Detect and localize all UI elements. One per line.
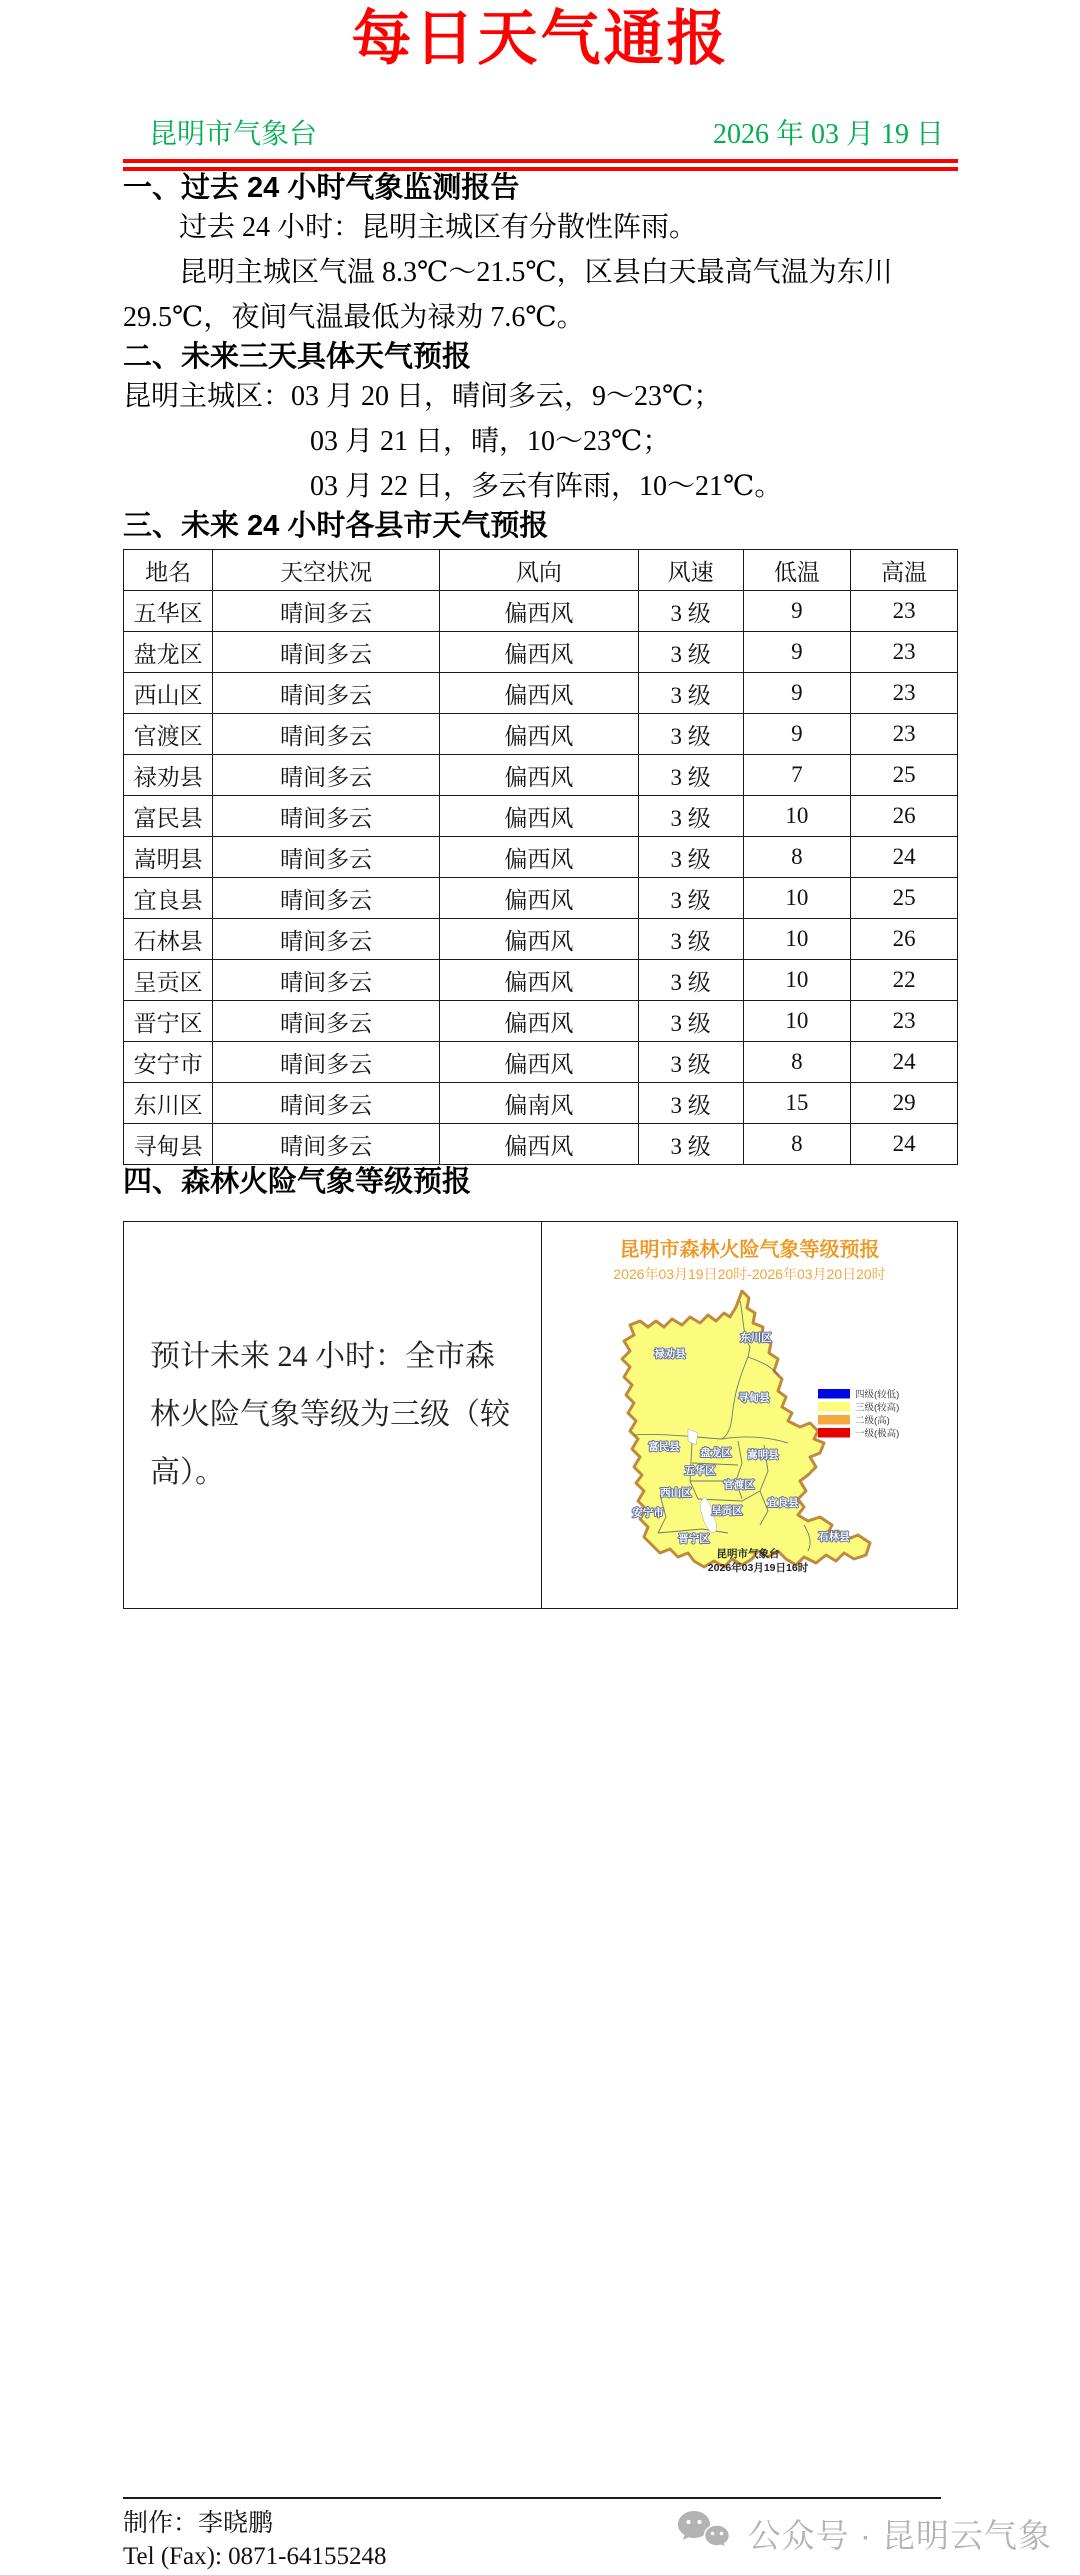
page-title: 每日天气通报: [351, 6, 730, 72]
section-3-heading: 三、未来 24 小时各县市天气预报: [123, 510, 549, 542]
table-row: [124, 673, 958, 714]
table-cell: 3 级: [638, 960, 743, 1001]
table-cell: 宜良县: [124, 878, 213, 919]
table-cell: 呈贡区: [124, 960, 213, 1001]
table-cell: 9: [743, 632, 851, 673]
table-cell: 8: [743, 1042, 851, 1083]
legend-label-level1: 一级(极高): [855, 1428, 900, 1440]
table-cell: 3 级: [638, 755, 743, 796]
table-cell: 24: [851, 1042, 958, 1083]
table-row: [124, 1083, 958, 1124]
wechat-account-name: 公众号 · 昆明云气象: [747, 2516, 1052, 2554]
table-cell: 禄劝县: [124, 755, 213, 796]
table-cell: 23: [851, 714, 958, 755]
table-cell: 24: [851, 1124, 958, 1165]
table-cell: 25: [851, 755, 958, 796]
bulletin-header: [123, 120, 958, 150]
district-label: 富民县: [648, 1441, 680, 1453]
county-forecast-table: [123, 549, 958, 1165]
table-cell: 偏西风: [440, 878, 638, 919]
section-2-heading: 二、未来三天具体天气预报: [123, 341, 472, 373]
table-cell: 10: [743, 878, 851, 919]
table-cell: 石林县: [124, 919, 213, 960]
red-double-divider: [123, 159, 958, 171]
table-cell: 3 级: [638, 1042, 743, 1083]
table-header-cell: 风速: [638, 550, 743, 591]
legend-label-level3: 三级(较高): [855, 1402, 900, 1414]
legend-swatch-level3: [818, 1402, 850, 1412]
table-cell: 3 级: [638, 714, 743, 755]
maker-credit: 制作：李晓鹏: [123, 2510, 274, 2537]
table-cell: 偏西风: [440, 1001, 638, 1042]
table-cell: 9: [743, 714, 851, 755]
table-cell: 24: [851, 837, 958, 878]
table-cell: 五华区: [124, 591, 213, 632]
forecast-day3: 03 月 22 日，多云有阵雨，10～21℃。: [310, 471, 783, 502]
table-cell: 寻甸县: [124, 1124, 213, 1165]
section-4-heading: 四、森林火险气象等级预报: [123, 1166, 472, 1198]
table-cell: 3 级: [638, 1124, 743, 1165]
table-row: [124, 919, 958, 960]
table-header-row: [124, 550, 958, 591]
table-cell: 3 级: [638, 1001, 743, 1042]
table-cell: 26: [851, 796, 958, 837]
table-cell: 3 级: [638, 632, 743, 673]
table-cell: 官渡区: [124, 714, 213, 755]
table-cell: 嵩明县: [124, 837, 213, 878]
table-cell: 晴间多云: [213, 591, 440, 632]
table-cell: 晴间多云: [213, 1001, 440, 1042]
past-24h-temperatures: 昆明主城区气温 8.3℃～21.5℃，区县白天最高气温为东川 29.5℃，夜间气温最低为禄劝 7.6℃。: [123, 257, 893, 333]
map-issue-time: 2026年03月19日16时: [707, 1562, 809, 1574]
table-cell: 10: [743, 919, 851, 960]
table-cell: 9: [743, 673, 851, 714]
table-cell: 安宁市: [124, 1042, 213, 1083]
table-row: [124, 960, 958, 1001]
table-cell: 3 级: [638, 1083, 743, 1124]
district-label: 五华区: [684, 1465, 716, 1477]
district-label: 西山区: [660, 1487, 692, 1499]
table-cell: 偏西风: [440, 1042, 638, 1083]
table-cell: 8: [743, 837, 851, 878]
table-cell: 偏西风: [440, 960, 638, 1001]
district-label: 晋宁区: [678, 1533, 710, 1545]
table-cell: 3 级: [638, 796, 743, 837]
table-cell: 偏西风: [440, 796, 638, 837]
district-label: 嵩明县: [747, 1449, 779, 1461]
table-header-cell: 高温: [851, 550, 958, 591]
section-1-heading: 一、过去 24 小时气象监测报告: [123, 172, 520, 204]
table-cell: 偏西风: [440, 632, 638, 673]
map-title: 昆明市森林火险气象等级预报: [619, 1239, 880, 1261]
district-label: 盘龙区: [700, 1447, 732, 1459]
forecast-day1: 昆明主城区：03 月 20 日，晴间多云，9～23℃；: [123, 381, 722, 412]
table-cell: 晴间多云: [213, 960, 440, 1001]
table-row: [124, 632, 958, 673]
table-cell: 偏西风: [440, 673, 638, 714]
table-cell: 晴间多云: [213, 1083, 440, 1124]
table-cell: 晴间多云: [213, 714, 440, 755]
table-cell: 晴间多云: [213, 1042, 440, 1083]
table-header-cell: 天空状况: [213, 550, 440, 591]
table-cell: 偏西风: [440, 755, 638, 796]
table-cell: 盘龙区: [124, 632, 213, 673]
table-cell: 10: [743, 960, 851, 1001]
table-row: [124, 796, 958, 837]
table-cell: 22: [851, 960, 958, 1001]
fire-risk-text-cell: [124, 1222, 542, 1608]
district-label: 呈贡区: [711, 1505, 743, 1517]
table-cell: 晴间多云: [213, 837, 440, 878]
district-label: 安宁市: [632, 1507, 664, 1519]
fire-risk-map: [542, 1285, 957, 1581]
table-cell: 晴间多云: [213, 1124, 440, 1165]
table-cell: 3 级: [638, 673, 743, 714]
table-row: [124, 591, 958, 632]
table-cell: 10: [743, 1001, 851, 1042]
table-cell: 26: [851, 919, 958, 960]
forecast-day2: 03 月 21 日，晴，10～23℃；: [310, 426, 671, 457]
table-cell: 9: [743, 591, 851, 632]
district-label: 石林县: [818, 1531, 850, 1543]
fire-risk-box: [123, 1221, 958, 1609]
table-cell: 25: [851, 878, 958, 919]
legend-swatch-level2: [818, 1415, 850, 1425]
table-cell: 偏西风: [440, 714, 638, 755]
table-cell: 3 级: [638, 837, 743, 878]
table-cell: 东川区: [124, 1083, 213, 1124]
table-cell: 8: [743, 1124, 851, 1165]
table-row: [124, 714, 958, 755]
table-cell: 偏西风: [440, 919, 638, 960]
table-cell: 西山区: [124, 673, 213, 714]
table-cell: 富民县: [124, 796, 213, 837]
map-valid-period: 2026年03月19日20时-2026年03月20日20时: [613, 1266, 886, 1282]
map-legend: [818, 1389, 899, 1440]
table-cell: 晴间多云: [213, 632, 440, 673]
agency-name: 昆明市气象台: [149, 119, 318, 150]
table-cell: 23: [851, 673, 958, 714]
table-row: [124, 755, 958, 796]
table-cell: 偏西风: [440, 1124, 638, 1165]
wechat-block: [676, 2509, 1058, 2557]
table-cell: 29: [851, 1083, 958, 1124]
table-cell: 15: [743, 1083, 851, 1124]
district-label: 禄劝县: [654, 1348, 686, 1360]
table-cell: 晴间多云: [213, 796, 440, 837]
map-credit: 昆明市气象台: [716, 1548, 780, 1560]
report-date: 2026 年 03 月 19 日: [712, 119, 944, 150]
legend-label-level4: 四级(较低): [855, 1389, 900, 1401]
table-row: [124, 1042, 958, 1083]
table-row: [124, 878, 958, 919]
table-cell: 23: [851, 591, 958, 632]
table-cell: 晴间多云: [213, 919, 440, 960]
table-header-cell: 地名: [124, 550, 213, 591]
document-content: [123, 0, 958, 1609]
contact-block: [123, 2507, 387, 2573]
footer-divider: [123, 2497, 941, 2499]
table-cell: 3 级: [638, 878, 743, 919]
district-label: 官渡区: [723, 1479, 755, 1491]
table-cell: 偏西风: [440, 591, 638, 632]
legend-swatch-level4: [818, 1389, 850, 1399]
table-cell: 10: [743, 796, 851, 837]
table-cell: 晴间多云: [213, 878, 440, 919]
page-footer: [123, 2497, 1058, 2573]
table-cell: 23: [851, 1001, 958, 1042]
table-cell: 7: [743, 755, 851, 796]
legend-swatch-level1: [818, 1428, 850, 1438]
table-row: [124, 1124, 958, 1165]
table-cell: 晴间多云: [213, 673, 440, 714]
table-cell: 3 级: [638, 591, 743, 632]
district-label: 宜良县: [767, 1497, 799, 1509]
table-row: [124, 837, 958, 878]
table-cell: 晋宁区: [124, 1001, 213, 1042]
past-24h-summary: 过去 24 小时：昆明主城区有分散性阵雨。: [179, 212, 698, 243]
contact-tel: Tel (Fax): 0871-64155248: [123, 2543, 387, 2570]
table-header-cell: 低温: [743, 550, 851, 591]
table-cell: 偏西风: [440, 837, 638, 878]
table-row: [124, 1001, 958, 1042]
table-header-cell: 风向: [440, 550, 638, 591]
district-label: 东川区: [740, 1332, 772, 1344]
table-cell: 23: [851, 632, 958, 673]
fire-risk-forecast-text: 预计未来 24 小时：全市森林火险气象等级为三级（较高）。: [150, 1340, 510, 1489]
table-cell: 偏南风: [440, 1083, 638, 1124]
fire-risk-map-cell: [542, 1222, 957, 1608]
legend-label-level2: 二级(高): [855, 1415, 890, 1427]
district-label: 寻甸县: [738, 1392, 770, 1404]
table-cell: 晴间多云: [213, 755, 440, 796]
table-cell: 3 级: [638, 919, 743, 960]
wechat-icon: [676, 2509, 734, 2557]
